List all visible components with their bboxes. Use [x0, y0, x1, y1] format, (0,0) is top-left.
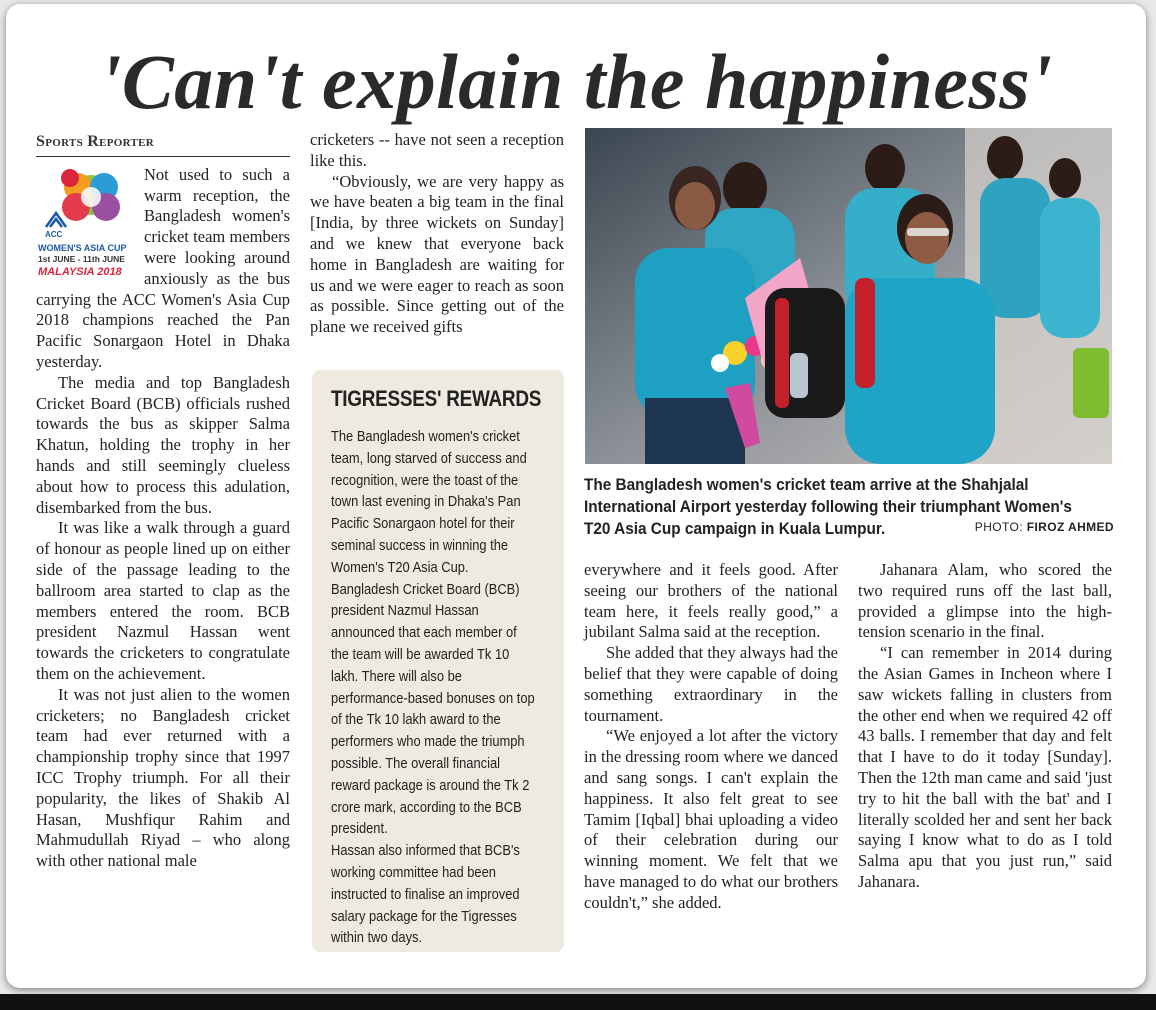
photo-credit: PHOTO: FIROZ AHMED [974, 520, 1114, 534]
svg-text:WOMEN'S ASIA CUP: WOMEN'S ASIA CUP [38, 242, 127, 253]
bottom-bar [0, 994, 1156, 1010]
photo-caption [584, 474, 1114, 540]
sidebar-paragraph: Bangladesh Cricket Board (BCB) president Nazmul Hassan announced that each member of the team will be awarded Tk 10 lakh. There will also be performance-based bonuses on top of the Tk 10 lakh award to the performers who made the triumph possible. The overall financial reward package is around the Tk 2 crore mark, according to the BCB president. [331, 580, 535, 838]
article-column-1 [36, 132, 290, 872]
article-paragraph: “Obviously, we are very happy as we have beaten a big team in the final [India, by three wickets on Sunday] and we knew that everyone back home in Bangladesh are waiting for us and we were eager to reach as soon as possible. Since getting out of the plane we received gifts [310, 171, 564, 337]
article-paragraph: cricketers -- have not seen a reception like this. [310, 130, 564, 170]
team-arrival-photo [585, 128, 1112, 464]
svg-text:1st JUNE - 11th JUNE: 1st JUNE - 11th JUNE [38, 253, 125, 264]
sidebar-paragraph: The Bangladesh women's cricket team, long starved of success and recognition, were the toast of the town last evening in Dhaka's Pan Pacific Sonargaon hotel for their seminal success in winning the Women's T20 Asia Cup. [331, 428, 527, 576]
asia-cup-logo [36, 165, 136, 285]
article-column-4 [858, 560, 1112, 893]
article-paragraph: “I can remember in 2014 during the Asian Games in Incheon where I saw wickets falling in clusters from the other end when we required 42 off 43 balls. I remember that day and felt that I have to do it today [Sunday]. Then the 12th man came and said 'just try to hit the ball with the bat' and I literally scolded her and sent her back saying I know what to do as I told Salma apu that you just run,” said Jahanara. [858, 643, 1112, 891]
article-paragraph: everywhere and it feels good. After seeing our brothers of the national team here, it feels really good,” a jubilant Salma said at the reception. [584, 560, 838, 642]
article-paragraph: She added that they always had the belief that they were capable of doing something extraordinary in the tournament. [584, 643, 838, 725]
article-paragraph: It was not just alien to the women cricketers; no Bangladesh cricket team had ever returned with a championship trophy since that 1997 ICC Trophy triumph. For all their popularity, the likes of Shakib Al Hasan, Mushfiqur Rahim and Mahmudullah Riyad – who along with other national male [36, 684, 290, 871]
article-paragraph: Not used to such a warm reception, the Bangladesh women's cricket team members were looking around anxiously as the bus carrying the ACC Women's Asia Cup 2018 champions reached the Pan Pacific Sonargaon Hotel in Dhaka yesterday. [36, 164, 290, 371]
sidebar-body [331, 426, 536, 949]
sidebar-title: TIGRESSES' REWARDS [331, 386, 542, 411]
article-paragraph: “We enjoyed a lot after the victory in the dressing room where we danced and sang songs. I can't explain the happiness. It also felt great to see Tamim [Iqbal] bhai uploading a video of their celebration during our winning moment. We felt that we have managed to do what our brothers couldn't,” she added. [584, 726, 838, 912]
svg-text:MALAYSIA 2018: MALAYSIA 2018 [38, 265, 122, 278]
article-column-3 [584, 560, 838, 914]
caption-text: The Bangladesh women's cricket team arrive at the Shahjalal International Airport yesterday following their triumphant Women's T20 Asia Cup campaign in Kuala Lumpur. [584, 476, 1072, 538]
article-column-2 [310, 130, 564, 338]
sidebar-paragraph: Hassan also informed that BCB's working committee had been instructed to finalise an improved salary package for the Tigresses within two days. [331, 842, 520, 947]
svg-text:ACC: ACC [45, 229, 63, 239]
article-paragraph: Jahanara Alam, who scored the two required runs off the last ball, provided a glimpse into the high-tension scenario in the final. [858, 560, 1112, 642]
article-paragraph: The media and top Bangladesh Cricket Board (BCB) officials rushed towards the bus as skipper Salma Khatun, holding the trophy in her hands and still seemingly clueless about how to process this adulation, disembarked from the bus. [36, 372, 290, 517]
newspaper-page [6, 4, 1146, 988]
rewards-sidebar [312, 370, 564, 952]
headline: 'Can't explain the happiness' [99, 38, 1053, 125]
article-paragraph: It was like a walk through a guard of honour as people lined up on either side of the passage leading to the ballroom area started to clap as the members entered the room. BCB president Nazmul Hassan went towards the cricketers to congratulate them on the achievement. [36, 518, 290, 683]
byline: Sports Reporter [36, 132, 290, 157]
